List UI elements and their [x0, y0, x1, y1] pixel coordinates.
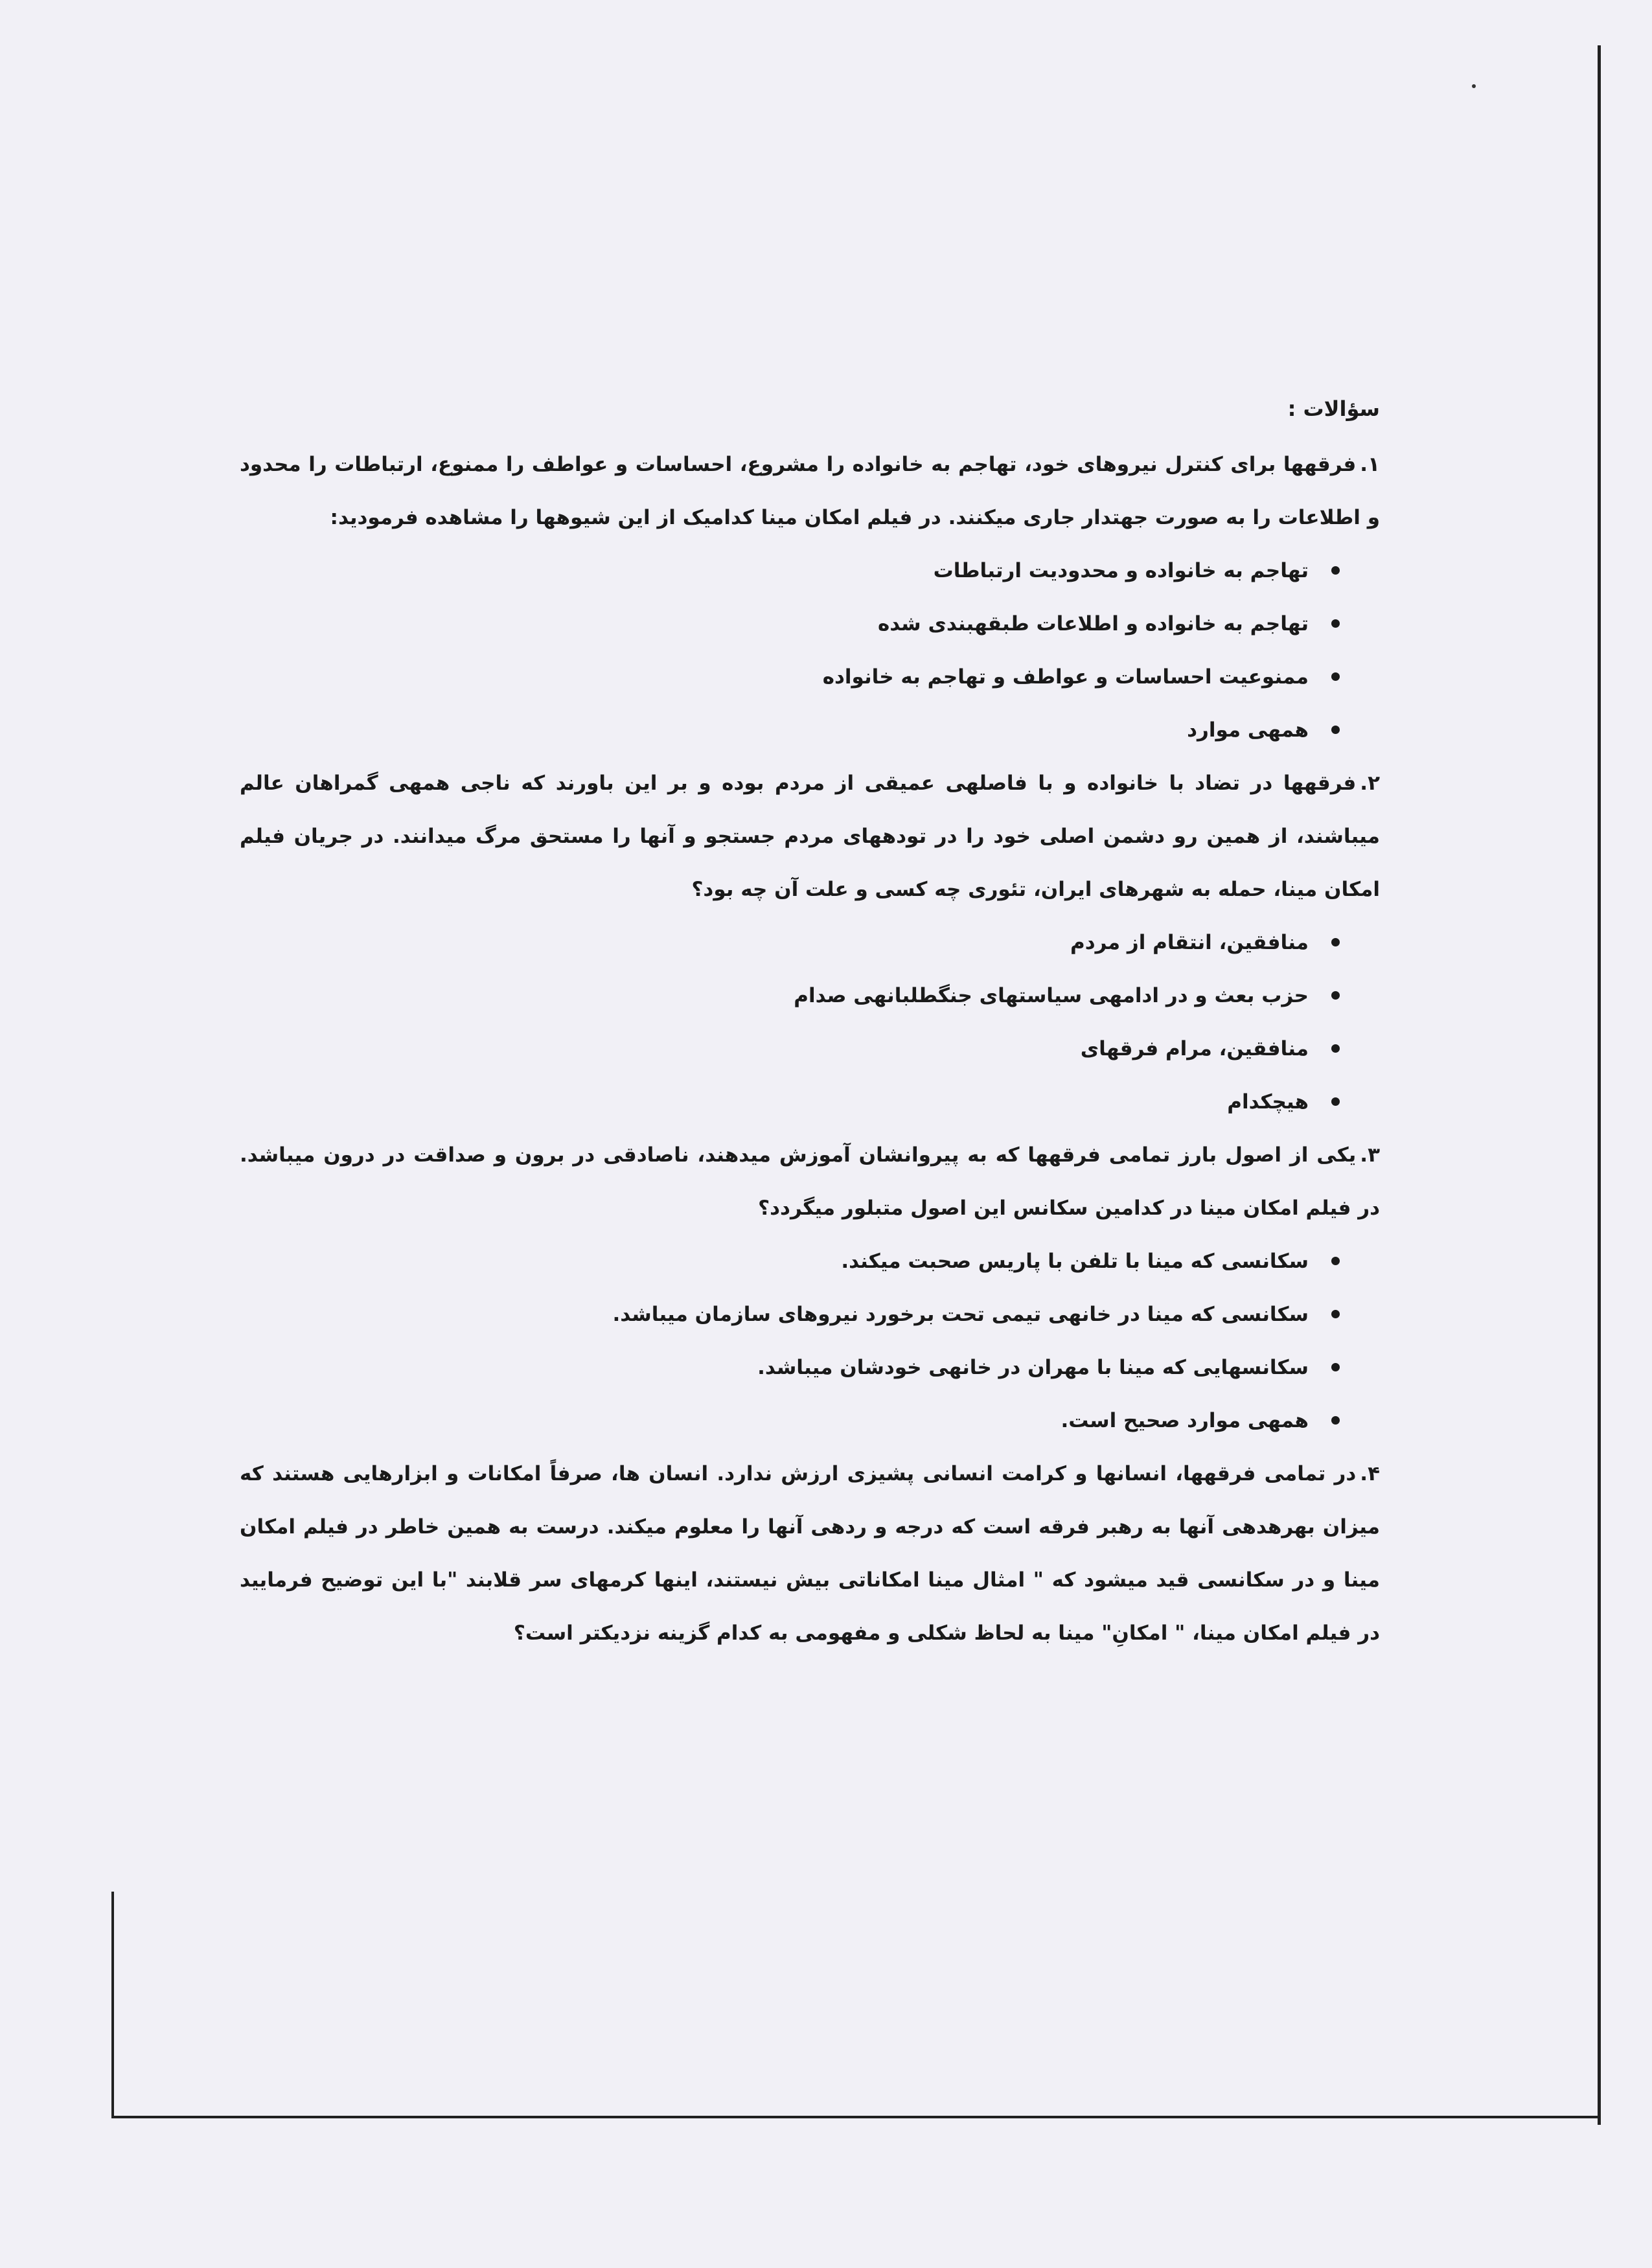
question-text: در تمامی فرقهها، انسانها و کرامت انسانی پشیزی ارزش ندارد. انسان ها، صرفاً امکانات و ابزارهایی هستند که میزان بهرهدهی آنها به رهبر فرقه است که درجه و ردهی آنها را معلوم میکند. درست به همین خاطر در فیلم امکان مینا و در سکانسی قید میشود که " امثال مینا امکاناتی بیش نیستند، اینها کرمهای سر قلابند "با این توضیح فرمایید در فیلم امکان مینا، " امکانِ" مینا به لحاظ شکلی و مفهومی به کدام گزینه نزدیکتر است؟	[240, 1462, 1380, 1645]
page-border-bottom	[111, 2116, 1598, 2118]
option-item: حزب بعث و در ادامهی سیاستهای جنگطلبانهی صدام	[240, 969, 1309, 1022]
question-text: فرقهها در تضاد با خانواده و با فاصلهی عمیقی از مردم بوده و بر این باورند که ناجی همهی گمراهان عالم میباشند، از همین رو دشمن اصلی خود را در تودههای مردم جستجو و آنها را مستحق مرگ میدانند. در جریان فیلم امکان مینا، حمله به شهرهای ایران، تئوری چه کسی و علت آن چه بود؟	[240, 772, 1380, 901]
options-list	[240, 1235, 1380, 1447]
option-item: هیچکدام	[240, 1075, 1309, 1128]
scan-speck	[1472, 84, 1476, 88]
option-item: سکانسی که مینا در خانهی تیمی تحت برخورد نیروهای سازمان میباشد.	[240, 1288, 1309, 1341]
option-item: ممنوعیت احساسات و عواطف و تهاجم به خانواده	[240, 650, 1309, 704]
section-heading: سؤالات :	[1287, 396, 1380, 421]
option-item: تهاجم به خانواده و اطلاعات طبقهبندی شده	[240, 597, 1309, 650]
options-list	[240, 916, 1380, 1128]
page-border-right	[1598, 45, 1601, 2125]
question-text: فرقهها برای کنترل نیروهای خود، تهاجم به خانواده را مشروع، احساسات و عواطف را ممنوع، ارتباطات را محدود و اطلاعات را به صورت جهتدار جاری میکنند. در فیلم امکان مینا کدامیک از این شیوهها را مشاهده فرمودید:	[240, 453, 1380, 529]
question-3	[240, 1128, 1380, 1447]
option-item: همهی موارد صحیح است.	[240, 1394, 1309, 1447]
questions-section	[240, 382, 1380, 1660]
option-item: تهاجم به خانواده و محدودیت ارتباطات	[240, 544, 1309, 597]
question-number: ۱.	[1360, 453, 1380, 476]
question-number: ۴.	[1360, 1462, 1380, 1485]
page-border-left	[111, 1892, 114, 2118]
option-item: سکانسهایی که مینا با مهران در خانهی خودشان میباشد.	[240, 1341, 1309, 1394]
question-number: ۲.	[1360, 772, 1380, 795]
question-4	[240, 1447, 1380, 1660]
question-text: یکی از اصول بارز تمامی فرقهها که به پیروانشان آموزش میدهند، ناصادقی در برون و صداقت در درون میباشد. در فیلم امکان مینا در کدامین سکانس این اصول متبلور میگردد؟	[240, 1143, 1380, 1220]
question-1	[240, 438, 1380, 757]
question-number: ۳.	[1360, 1143, 1380, 1167]
option-item: سکانسی که مینا با تلفن با پاریس صحبت میکند.	[240, 1235, 1309, 1288]
option-item: منافقین، انتقام از مردم	[240, 916, 1309, 969]
option-item: همهی موارد	[240, 704, 1309, 757]
option-item: منافقین، مرام فرقهای	[240, 1022, 1309, 1075]
options-list	[240, 544, 1380, 757]
question-2	[240, 757, 1380, 1128]
